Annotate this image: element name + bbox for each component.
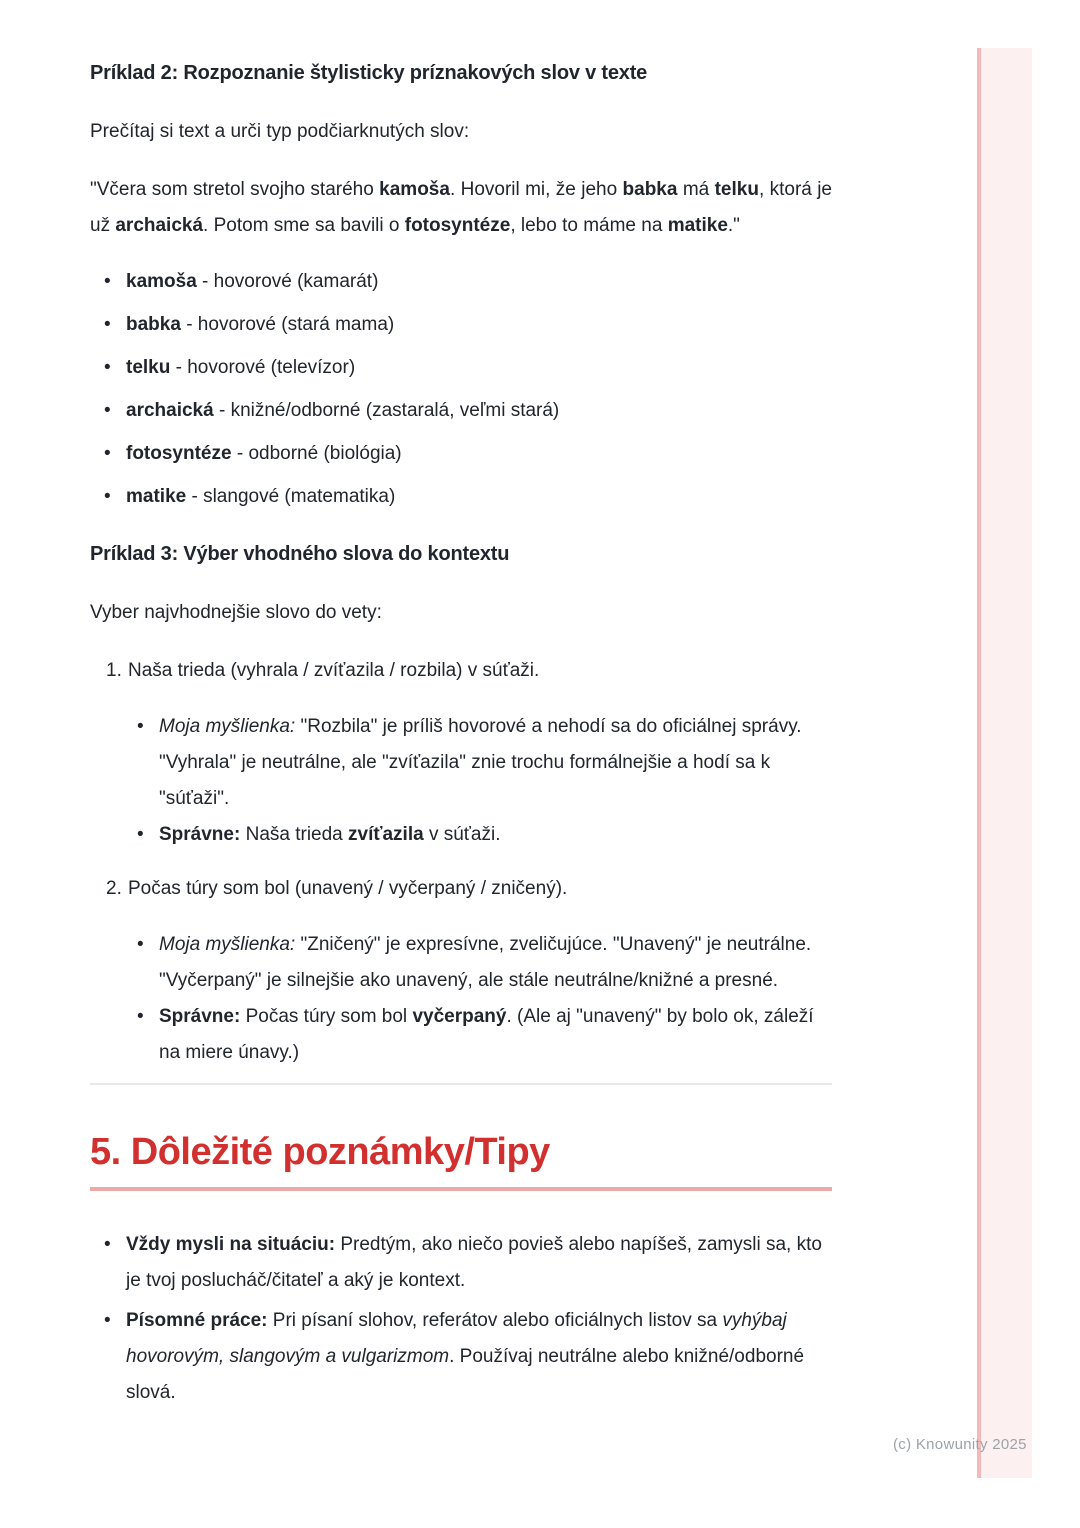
explanation-list [128, 927, 832, 1071]
word-type-item: • matike - slangové (matematika) [126, 479, 832, 515]
example3-intro: Vyber najvhodnejšie slovo do vety: [90, 602, 382, 623]
example2-intro: Prečítaj si text a urči typ podčiarknutých slov: [90, 121, 470, 142]
word-type-list [90, 264, 832, 515]
tip-item: • Písomné práce: Pri písaní slohov, referátov alebo oficiálnych listov sa vyhýbaj hovorovým, slangovým a vulgarizmom. Používaj neutrálne alebo knižné/odborné slová. [126, 1303, 832, 1411]
item-sentence: Počas túry som bol (unavený / vyčerpaný / zničený). [128, 878, 568, 899]
item-number: 1. [106, 660, 122, 681]
context-choice-list [90, 653, 832, 1071]
thought-item: • Moja myšlienka: "Zničený" je expresívne, zveličujúce. "Unavený" je neutrálne. "Vyčerpaný" je silnejšie ako unavený, ale stále neutrálne/knižné a presné. [159, 927, 832, 999]
right-accent-bar [977, 48, 1032, 1478]
document-content [90, 48, 832, 1415]
word-type-item: • telku - hovorové (televízor) [126, 350, 832, 386]
item-sentence: Naša trieda (vyhrala / zvíťazila / rozbila) v súťaži. [128, 660, 540, 681]
word-type-item: • babka - hovorové (stará mama) [126, 307, 832, 343]
item-number: 2. [106, 878, 122, 899]
answer-item: • Správne: Počas túry som bol vyčerpaný. (Ale aj "unavený" by bolo ok, záleží na miere únavy.) [159, 999, 832, 1071]
exercise-item [90, 871, 832, 1071]
answer-item: • Správne: Naša trieda zvíťazila v súťaži. [159, 817, 832, 853]
explanation-list [128, 709, 832, 853]
tips-heading: 5. Dôležité poznámky/Tipy [90, 1129, 832, 1191]
word-type-item: • fotosyntéze - odborné (biológia) [126, 436, 832, 472]
tips-list [90, 1227, 832, 1411]
thought-item: • Moja myšlienka: "Rozbila" je príliš hovorové a nehodí sa do oficiálnej správy. "Vyhrala" je neutrálne, ale "zvíťazila" znie trochu formálnejšie a hodí sa k "súťaži". [159, 709, 832, 817]
section-separator [90, 1083, 832, 1085]
word-type-item: • kamoša - hovorové (kamarát) [126, 264, 832, 300]
example2-heading: Príklad 2: Rozpoznanie štylisticky príznakových slov v texte [90, 62, 648, 84]
example2-quote-paragraph: "Včera som stretol svojho starého kamoša. Hovoril mi, že jeho babka má telku, ktorá je už archaická. Potom sme sa bavili o fotosyntéze, lebo to máme na matike." [90, 179, 833, 236]
copyright-watermark: (c) Knowunity 2025 [893, 1436, 1027, 1453]
tip-item: • Vždy mysli na situáciu: Predtým, ako niečo povieš alebo napíšeš, zamysli sa, kto je tvoj poslucháč/čitateľ a aký je kontext. [126, 1227, 832, 1299]
word-type-item: • archaická - knižné/odborné (zastaralá, veľmi stará) [126, 393, 832, 429]
exercise-item [90, 653, 832, 853]
example3-heading: Príklad 3: Výber vhodného slova do kontextu [90, 543, 510, 565]
